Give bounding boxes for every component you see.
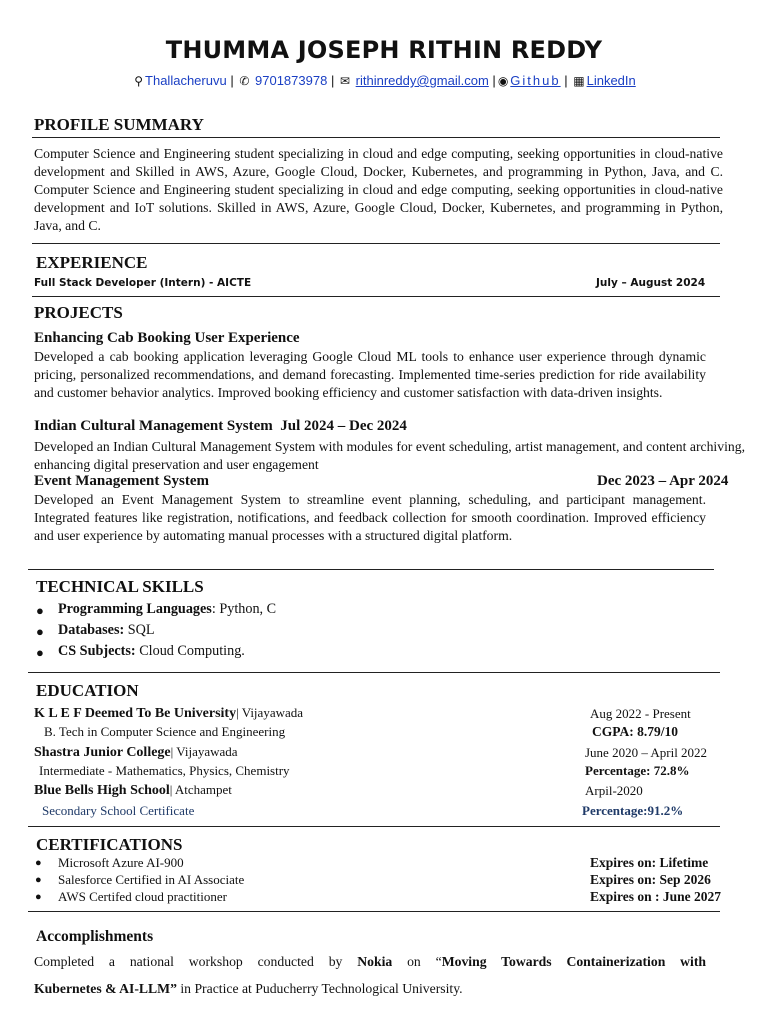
education-dates: June 2020 – April 2022 xyxy=(585,745,708,760)
bullet-icon: ● xyxy=(35,874,42,886)
divider xyxy=(28,672,720,673)
education-school: Shastra Junior College| Vijayawada xyxy=(34,744,238,760)
location-pin-icon: ⚲ xyxy=(134,74,144,88)
bullet-icon: ● xyxy=(36,645,44,660)
education-degree: B. Tech in Computer Science and Engineering xyxy=(44,724,286,739)
certification-expiry: Expires on: Sep 2026 xyxy=(590,872,711,887)
certification-name: Microsoft Azure AI-900 xyxy=(58,855,184,870)
certification-name: AWS Certifed cloud practitioner xyxy=(58,889,227,904)
project-dates: Jul 2024 – Dec 2024 xyxy=(280,418,407,434)
education-dates: Aug 2022 - Present xyxy=(590,706,691,721)
phone-text: 9701873978 xyxy=(255,73,328,88)
experience-heading: EXPERIENCE xyxy=(36,253,148,272)
profile-summary-heading: PROFILE SUMMARY xyxy=(34,115,204,134)
project-title: Enhancing Cab Booking User Experience xyxy=(34,330,300,346)
education-dates: Arpil-2020 xyxy=(585,783,643,798)
linkedin-link[interactable]: LinkedIn xyxy=(586,73,636,88)
accomplishments-heading: Accomplishments xyxy=(36,928,154,945)
email-link[interactable]: rithinreddy@gmail.com xyxy=(355,73,489,88)
certifications-heading: CERTIFICATIONS xyxy=(36,835,183,854)
education-degree: Intermediate - Mathematics, Physics, Chemistry xyxy=(39,763,290,778)
certification-expiry: Expires on : June 2027 xyxy=(590,889,722,904)
project-description: Developed an Indian Cultural Management System with modules for event scheduling, artist management, and content archiving, enhancing digital preservation and user engagement xyxy=(34,439,745,472)
divider xyxy=(32,243,720,244)
certification-name: Salesforce Certified in AI Associate xyxy=(58,872,245,887)
project-dates: Dec 2023 – Apr 2024 xyxy=(597,473,729,489)
education-score: Percentage:91.2% xyxy=(582,803,684,818)
separator: | xyxy=(564,73,568,88)
skill-item: CS Subjects: Cloud Computing. xyxy=(58,643,245,659)
accomplishment-line: Completed a national workshop conducted by Nokia on “Moving Towards Containerization with xyxy=(34,954,707,969)
bullet-icon: ● xyxy=(36,603,44,618)
divider xyxy=(28,826,720,827)
technical-skills-heading: TECHNICAL SKILLS xyxy=(36,577,204,596)
separator: | xyxy=(492,73,496,88)
github-link[interactable]: Github xyxy=(510,73,561,88)
profile-summary-text: Computer Science and Engineering student specializing in cloud and edge computing, seeking opportunities in cloud-native development and Skilled in AWS, Azure, Google Cloud, Docker, Kubernetes, and programming in Python, Java, and C. Computer Science and Engineering student specializing in cloud and edge computing, seeking opportunities in cloud-native development and IoT solutions. Skilled in AWS, Azure, Google Cloud, Docker, Kubernetes, and programming in Python, Java, and C. xyxy=(34,146,723,233)
education-score: Percentage: 72.8% xyxy=(585,763,690,778)
contact-bar xyxy=(0,73,768,88)
phone-icon: ✆ xyxy=(239,74,250,88)
divider xyxy=(32,296,720,297)
education-heading: EDUCATION xyxy=(36,681,139,700)
divider xyxy=(28,569,714,570)
github-icon: ◉ xyxy=(497,74,509,88)
divider xyxy=(32,137,720,138)
project-title: Event Management System xyxy=(34,473,209,489)
separator: | xyxy=(330,73,335,88)
education-score: CGPA: 8.79/10 xyxy=(592,724,678,739)
education-school: Blue Bells High School| Atchampet xyxy=(34,782,232,798)
experience-dates: July – August 2024 xyxy=(596,277,706,289)
project-description: Developed a cab booking application leveraging Google Cloud ML tools to enhance user experience through dynamic pricing, personalized recommendations, and demand forecasting. Implemented time-series prediction for ride availability and customer behavior analytics. Improved booking efficiency and customer satisfaction with data-driven insights. xyxy=(34,349,706,400)
experience-role: Full Stack Developer (Intern) - AICTE xyxy=(34,277,252,289)
envelope-icon: ✉ xyxy=(339,74,351,88)
project-description: Developed an Event Management System to streamline event planning, scheduling, and participant management. Integrated features like registration, notifications, and feedback collection for smooth coordination. Improved efficiency and user experience by automating manual processes with a structured digital platform. xyxy=(34,492,706,543)
education-degree: Secondary School Certificate xyxy=(42,803,195,818)
project-title: Indian Cultural Management System Jul 2024 – Dec 2024 xyxy=(34,418,407,434)
skill-item: Programming Languages: Python, C xyxy=(58,601,277,617)
bullet-icon: ● xyxy=(35,891,42,903)
bullet-icon: ● xyxy=(35,857,42,869)
linkedin-icon: ▦ xyxy=(573,74,585,88)
accomplishment-line: Kubernetes & AI-LLM” in Practice at Puducherry Technological University. xyxy=(34,981,463,996)
education-school: K L E F Deemed To Be University| Vijayawada xyxy=(34,705,304,721)
location-text: Thallacheruvu xyxy=(145,73,227,88)
separator: | xyxy=(230,73,234,88)
candidate-name: THUMMA JOSEPH RITHIN REDDY xyxy=(165,36,603,64)
skill-item: Databases: SQL xyxy=(58,622,155,638)
bullet-icon: ● xyxy=(36,624,44,639)
divider xyxy=(28,911,720,912)
projects-heading: PROJECTS xyxy=(34,303,123,322)
certification-expiry: Expires on: Lifetime xyxy=(590,855,709,870)
